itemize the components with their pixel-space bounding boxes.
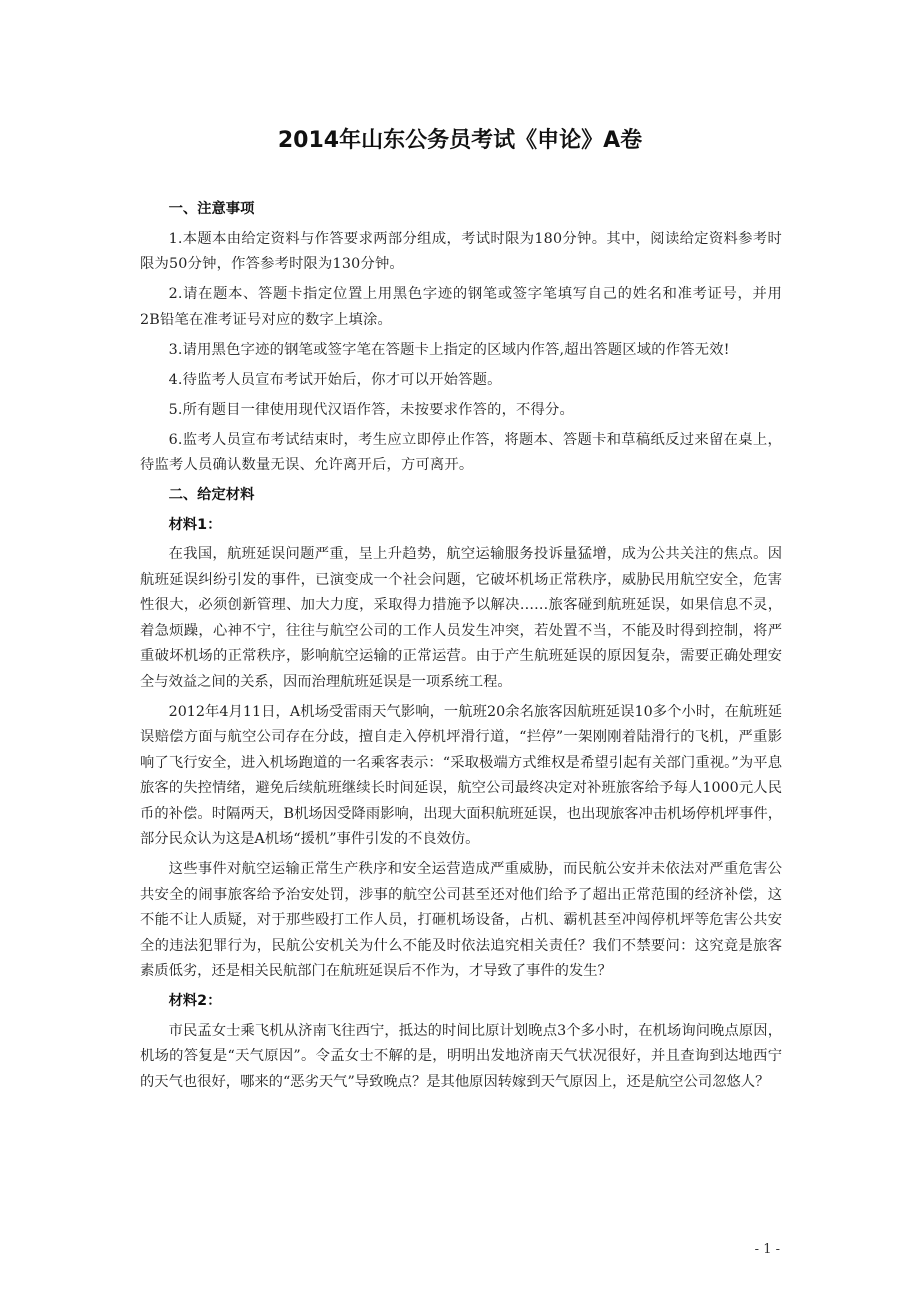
section-heading-notes: 一、注意事项	[168, 201, 255, 217]
note-item-3: 3.请用黑色字迹的钢笔或签字笔在答题卡上指定的区域内作答,超出答题区域的作答无效!	[168, 341, 730, 358]
material-2-paragraph-1: 市民孟女士乘飞机从济南飞往西宁，抵达的时间比原计划晚点3个多小时，在机场询问晚点原因，机场的答复是“天气原因”。令孟女士不解的是，明明出发地济南天气状况很好，并且查询到达地西宁的天气也很好，哪来的“恶劣天气”导致晚点？是其他原因转嫁到天气原因上，还是航空公司忽悠人？	[140, 1022, 782, 1090]
section-heading-materials: 二、给定材料	[168, 487, 255, 503]
note-item-2: 2.请在题本、答题卡指定位置上用黑色字迹的钢笔或签字笔填写自己的姓名和准考证号，并用2B铅笔在准考证号对应的数字上填涂。	[140, 286, 782, 328]
note-item-5: 5.所有题目一律使用现代汉语作答，未按要求作答的，不得分。	[168, 401, 575, 418]
material-1-paragraph-2: 2012年4月11日，A机场受雷雨天气影响，一航班20余名旅客因航班延误10多个小时，在航班延误赔偿方面与航空公司存在分歧，擅自走入停机坪滑行道，“拦停”一架刚刚着陆滑行的飞机，严重影响了飞行安全，进入机场跑道的一名乘客表示：“采取极端方式维权是希望引起有关部门重视。”为平息旅客的失控情绪，避免后续航班继续长时间延误，航空公司最终决定对补班旅客给予每人1000元人民币的补偿。时隔两天，B机场因受降雨影响，出现大面积航班延误，也出现旅客冲击机场停机坪事件，部分民众认为这是A机场“援机”事件引发的不良效仿。	[140, 703, 782, 847]
document-body	[140, 197, 782, 1100]
material-1-label: 材料1：	[168, 516, 222, 533]
page-number: - 1 -	[754, 1242, 780, 1257]
material-1-paragraph-1: 在我国，航班延误问题严重，呈上升趋势，航空运输服务投诉量猛增，成为公共关注的焦点。因航班延误纠纷引发的事件，已演变成一个社会问题，它破坏机场正常秩序，威胁民用航空安全，危害性很大，必须创新管理、加大力度，采取得力措施予以解决……旅客碰到航班延误，如果信息不灵，着急烦躁，心神不宁，往往与航空公司的工作人员发生冲突，若处置不当，不能及时得到控制，将严重破坏机场的正常秩序，影响航空运输的正常运营。由于产生航班延误的原因复杂，需要正确处理安全与效益之间的关系，因而治理航班延误是一项系统工程。	[140, 546, 782, 690]
material-2-label: 材料2：	[168, 993, 222, 1009]
note-item-4: 4.待监考人员宣布考试开始后，你才可以开始答题。	[168, 371, 502, 388]
note-item-1: 1.本题本由给定资料与作答要求两部分组成，考试时限为180分钟。其中，阅读给定资料参考时限为50分钟，作答参考时限为130分钟。	[140, 230, 782, 272]
note-item-6: 6.监考人员宣布考试结束时，考生应立即停止作答，将题本、答题卡和草稿纸反过来留在桌上，待监考人员确认数量无误、允许离开后，方可离开。	[140, 431, 782, 473]
document-title: 2014年山东公务员考试《申论》A卷	[277, 128, 643, 153]
material-1-paragraph-3: 这些事件对航空运输正常生产秩序和安全运营造成严重威胁，而民航公安并未依法对严重危害公共安全的闹事旅客给予治安处罚，涉事的航空公司甚至还对他们给予了超出正常范围的经济补偿，这不能不让人质疑，对于那些殴打工作人员，打砸机场设备，占机、霸机甚至冲闯停机坪等危害公共安全的违法犯罪行为，民航公安机关为什么不能及时依法追究相关责任？我们不禁要问：这究竟是旅客素质低劣，还是相关民航部门在航班延误后不作为，才导致了事件的发生？	[140, 861, 782, 979]
